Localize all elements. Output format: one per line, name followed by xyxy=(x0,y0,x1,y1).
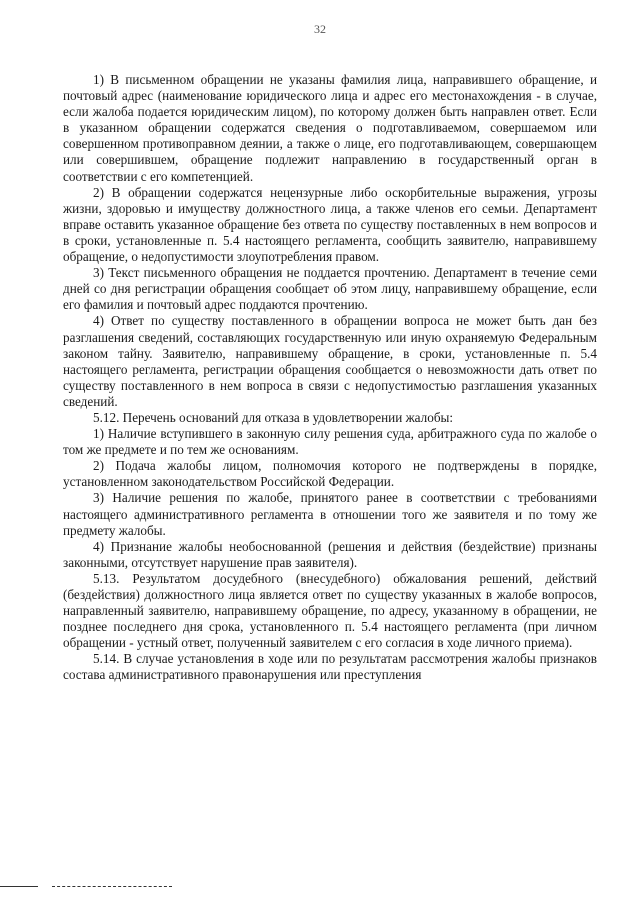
scan-artifact-line xyxy=(52,886,172,888)
section-5-12-heading: 5.12. Перечень оснований для отказа в удовлетворении жалобы: xyxy=(93,409,454,425)
refusal-ground-4: 4) Признание жалобы необоснованной (решения и действия (бездействие) признаны законными, отсутствует нарушение прав заявителя). xyxy=(63,538,597,570)
refusal-ground-1: 1) Наличие вступившего в законную силу решения суда, арбитражного суда по жалобе о том же предмете и по тем же основаниям. xyxy=(63,426,597,458)
paragraph-item-1: 1) В письменном обращении не указаны фамилия лица, направившего обращение, и почтовый адрес (наименование юридического лица и адрес его местонахождения - в случае, если жалоба подается юридическим лицом), по которому должен быть направлен ответ. Если в указанном обращении содержатся сведения о подготавливаемом, совершаемом или совершенном противоправном деянии, а также о лице, его подготавливающем, совершающем или совершившем, обращение подлежит направлению в государственный орган в соответствии с его компетенцией. xyxy=(63,72,597,184)
refusal-ground-2: 2) Подача жалобы лицом, полномочия которого не подтверждены в порядке, установленном законодательством Российской Федерации. xyxy=(63,458,597,490)
paragraph-item-2: 2) В обращении содержатся нецензурные либо оскорбительные выражения, угрозы жизни, здоровью и имуществу должностного лица, а также членов его семьи. Департамент вправе оставить указанное обращение без ответа по существу поставленных в нем вопросов и в сроки, установленные п. 5.4 настоящего регламента, сообщить заявителю, направившему обращение, о недопустимости злоупотребления правом. xyxy=(63,184,597,265)
section-5-13: 5.13. Результатом досудебного (внесудебного) обжалования решений, действий (бездействия) должностного лица является ответ по существу указанных в жалобе вопросов, направленный заявителю, направившему обращение, по адресу, указанному в обращении, не позднее последнего дня срока, установленного п. 5.4 настоящего регламента (при личном обращении - устный ответ, полученный заявителем с его согласия в ходе личного приема). xyxy=(63,570,597,651)
scan-artifact-line xyxy=(0,886,38,888)
section-5-14: 5.14. В случае установления в ходе или по результатам рассмотрения жалобы признаков состава административного правонарушения или преступления xyxy=(63,651,597,683)
refusal-ground-3: 3) Наличие решения по жалобе, принятого ранее в соответствии с требованиями настоящего административного регламента в отношении того же заявителя и по тому же предмету жалобы. xyxy=(63,490,597,538)
document-body xyxy=(63,72,597,684)
page-number: 32 xyxy=(314,22,326,36)
paragraph-item-4: 4) Ответ по существу поставленного в обращении вопроса не может быть дан без разглашения сведений, составляющих государственную или иную охраняемую Федеральным законом тайну. Заявителю, направившему обращение, в сроки, установленные п. 5.4 настоящего регламента, регистрации обращения сообщается о невозможности дать ответ по существу поставленного в нем вопроса в связи с недопустимостью разглашения указанных сведений. xyxy=(63,313,597,409)
paragraph-item-3: 3) Текст письменного обращения не поддается прочтению. Департамент в течение семи дней со дня регистрации обращения сообщает об этом лицу, направившему обращение, если его фамилия и почтовый адрес поддаются прочтению. xyxy=(63,265,597,313)
